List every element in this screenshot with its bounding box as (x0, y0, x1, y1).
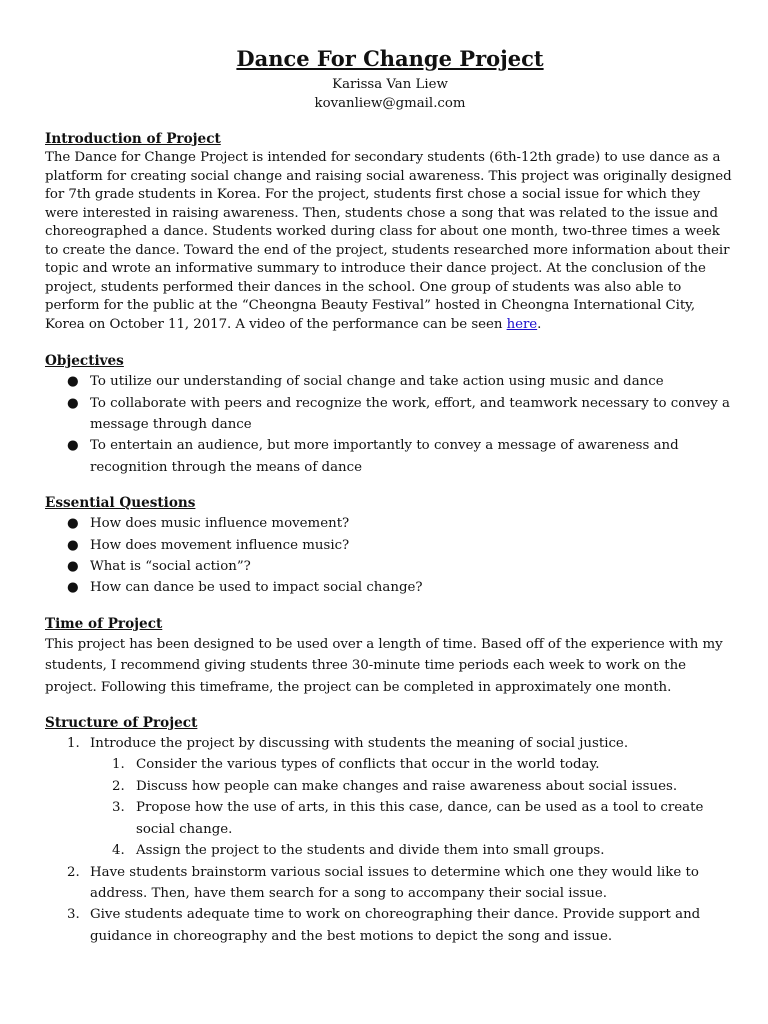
list-item (45, 904, 735, 947)
list-item (45, 435, 735, 478)
list-item (45, 513, 735, 534)
sub-step-number: 4. (112, 843, 125, 859)
objectives-list (45, 371, 735, 478)
sub-step-number: 1. (112, 757, 125, 773)
step-number: 1. (67, 736, 80, 752)
list-item (45, 371, 735, 392)
step-text: Have students brainstorm various social issues to determine which one they would like to address. Then, have them search for a song to accompany their social issue. (90, 864, 699, 901)
objective-text: To entertain an audience, but more importantly to convey a message of awareness and recognition through the means of dance (90, 438, 679, 475)
performance-video-link[interactable]: here (506, 316, 538, 332)
list-item (45, 733, 735, 861)
author-email: kovanliew@gmail.com (314, 96, 466, 112)
sub-step-text: Propose how the use of arts, in this this case, dance, can be used as a tool to create social change. (136, 800, 704, 837)
time-heading: Time of Project (45, 615, 163, 632)
structure-heading: Structure of Project (45, 715, 198, 732)
sub-steps (90, 754, 735, 861)
objective-text: To utilize our understanding of social change and take action using music and dance (90, 374, 664, 390)
list-item (45, 556, 735, 577)
document-page (45, 44, 735, 947)
objectives-heading: Objectives (45, 353, 124, 370)
bullet-icon: ● (67, 374, 79, 390)
list-item (45, 797, 735, 840)
bullet-icon: ● (67, 537, 79, 553)
questions-list (45, 513, 735, 599)
sub-step-text: Discuss how people can make changes and raise awareness about social issues. (136, 778, 678, 794)
sub-step-number: 2. (112, 778, 125, 794)
time-paragraph: This project has been designed to be used over a length of time. Based off of the experience with my students, I recommend giving students three 30-minute time periods each week to work on the project. Following this timeframe, the project can be completed in approximately one month. (45, 636, 723, 695)
intro-paragraph (45, 149, 735, 334)
bullet-icon: ● (67, 559, 79, 575)
intro-end: . (537, 316, 542, 332)
question-text: How can dance be used to impact social change? (90, 580, 423, 596)
author-name: Karissa Van Liew (332, 77, 448, 93)
list-item (45, 535, 735, 556)
objective-text: To collaborate with peers and recognize the work, effort, and teamwork necessary to convey a message through dance (90, 395, 730, 432)
sub-step-text: Consider the various types of conflicts that occur in the world today. (136, 757, 600, 773)
step-number: 2. (67, 864, 80, 880)
list-item (45, 754, 735, 775)
list-item (45, 577, 735, 598)
sub-step-number: 3. (112, 800, 125, 816)
bullet-icon: ● (67, 516, 79, 532)
question-text: What is “social action”? (90, 559, 251, 575)
list-item (45, 840, 735, 861)
bullet-icon: ● (67, 438, 79, 454)
question-text: How does movement influence music? (90, 537, 350, 553)
step-text: Give students adequate time to work on choreographing their dance. Provide support and guidance in choreography and the best motions to depict the song and issue. (90, 907, 701, 944)
list-item (45, 862, 735, 905)
structure-steps (45, 733, 735, 947)
questions-heading: Essential Questions (45, 495, 196, 512)
intro-heading: Introduction of Project (45, 131, 221, 148)
sub-step-text: Assign the project to the students and divide them into small groups. (136, 843, 605, 859)
list-item (45, 776, 735, 797)
step-number: 3. (67, 907, 80, 923)
bullet-icon: ● (67, 580, 79, 596)
intro-body: The Dance for Change Project is intended for secondary students (6th-12th grade) to use dance as a platform for creating social change and raising social awareness. This project was originally designed for 7th grade students in Korea. For the project, students first chose a social issue for which they were interested in raising awareness. Then, students chose a song that was related to the issue and choreographed a dance. Students worked during class for about one month, two-three times a week to create the dance. Toward the end of the project, students researched more information about their topic and wrote an informative summary to introduce their dance project. At the conclusion of the project, students performed their dances in the school. One group of students was also able to perform for the public at the “Cheongna Beauty Festival” hosted in Cheongna International City, Korea on October 11, 2017. A video of the performance can be seen (45, 150, 732, 332)
question-text: How does music influence movement? (90, 516, 350, 532)
document-title: Dance For Change Project (236, 46, 544, 71)
bullet-icon: ● (67, 395, 79, 411)
list-item (45, 393, 735, 436)
step-text: Introduce the project by discussing with students the meaning of social justice. (90, 736, 629, 752)
